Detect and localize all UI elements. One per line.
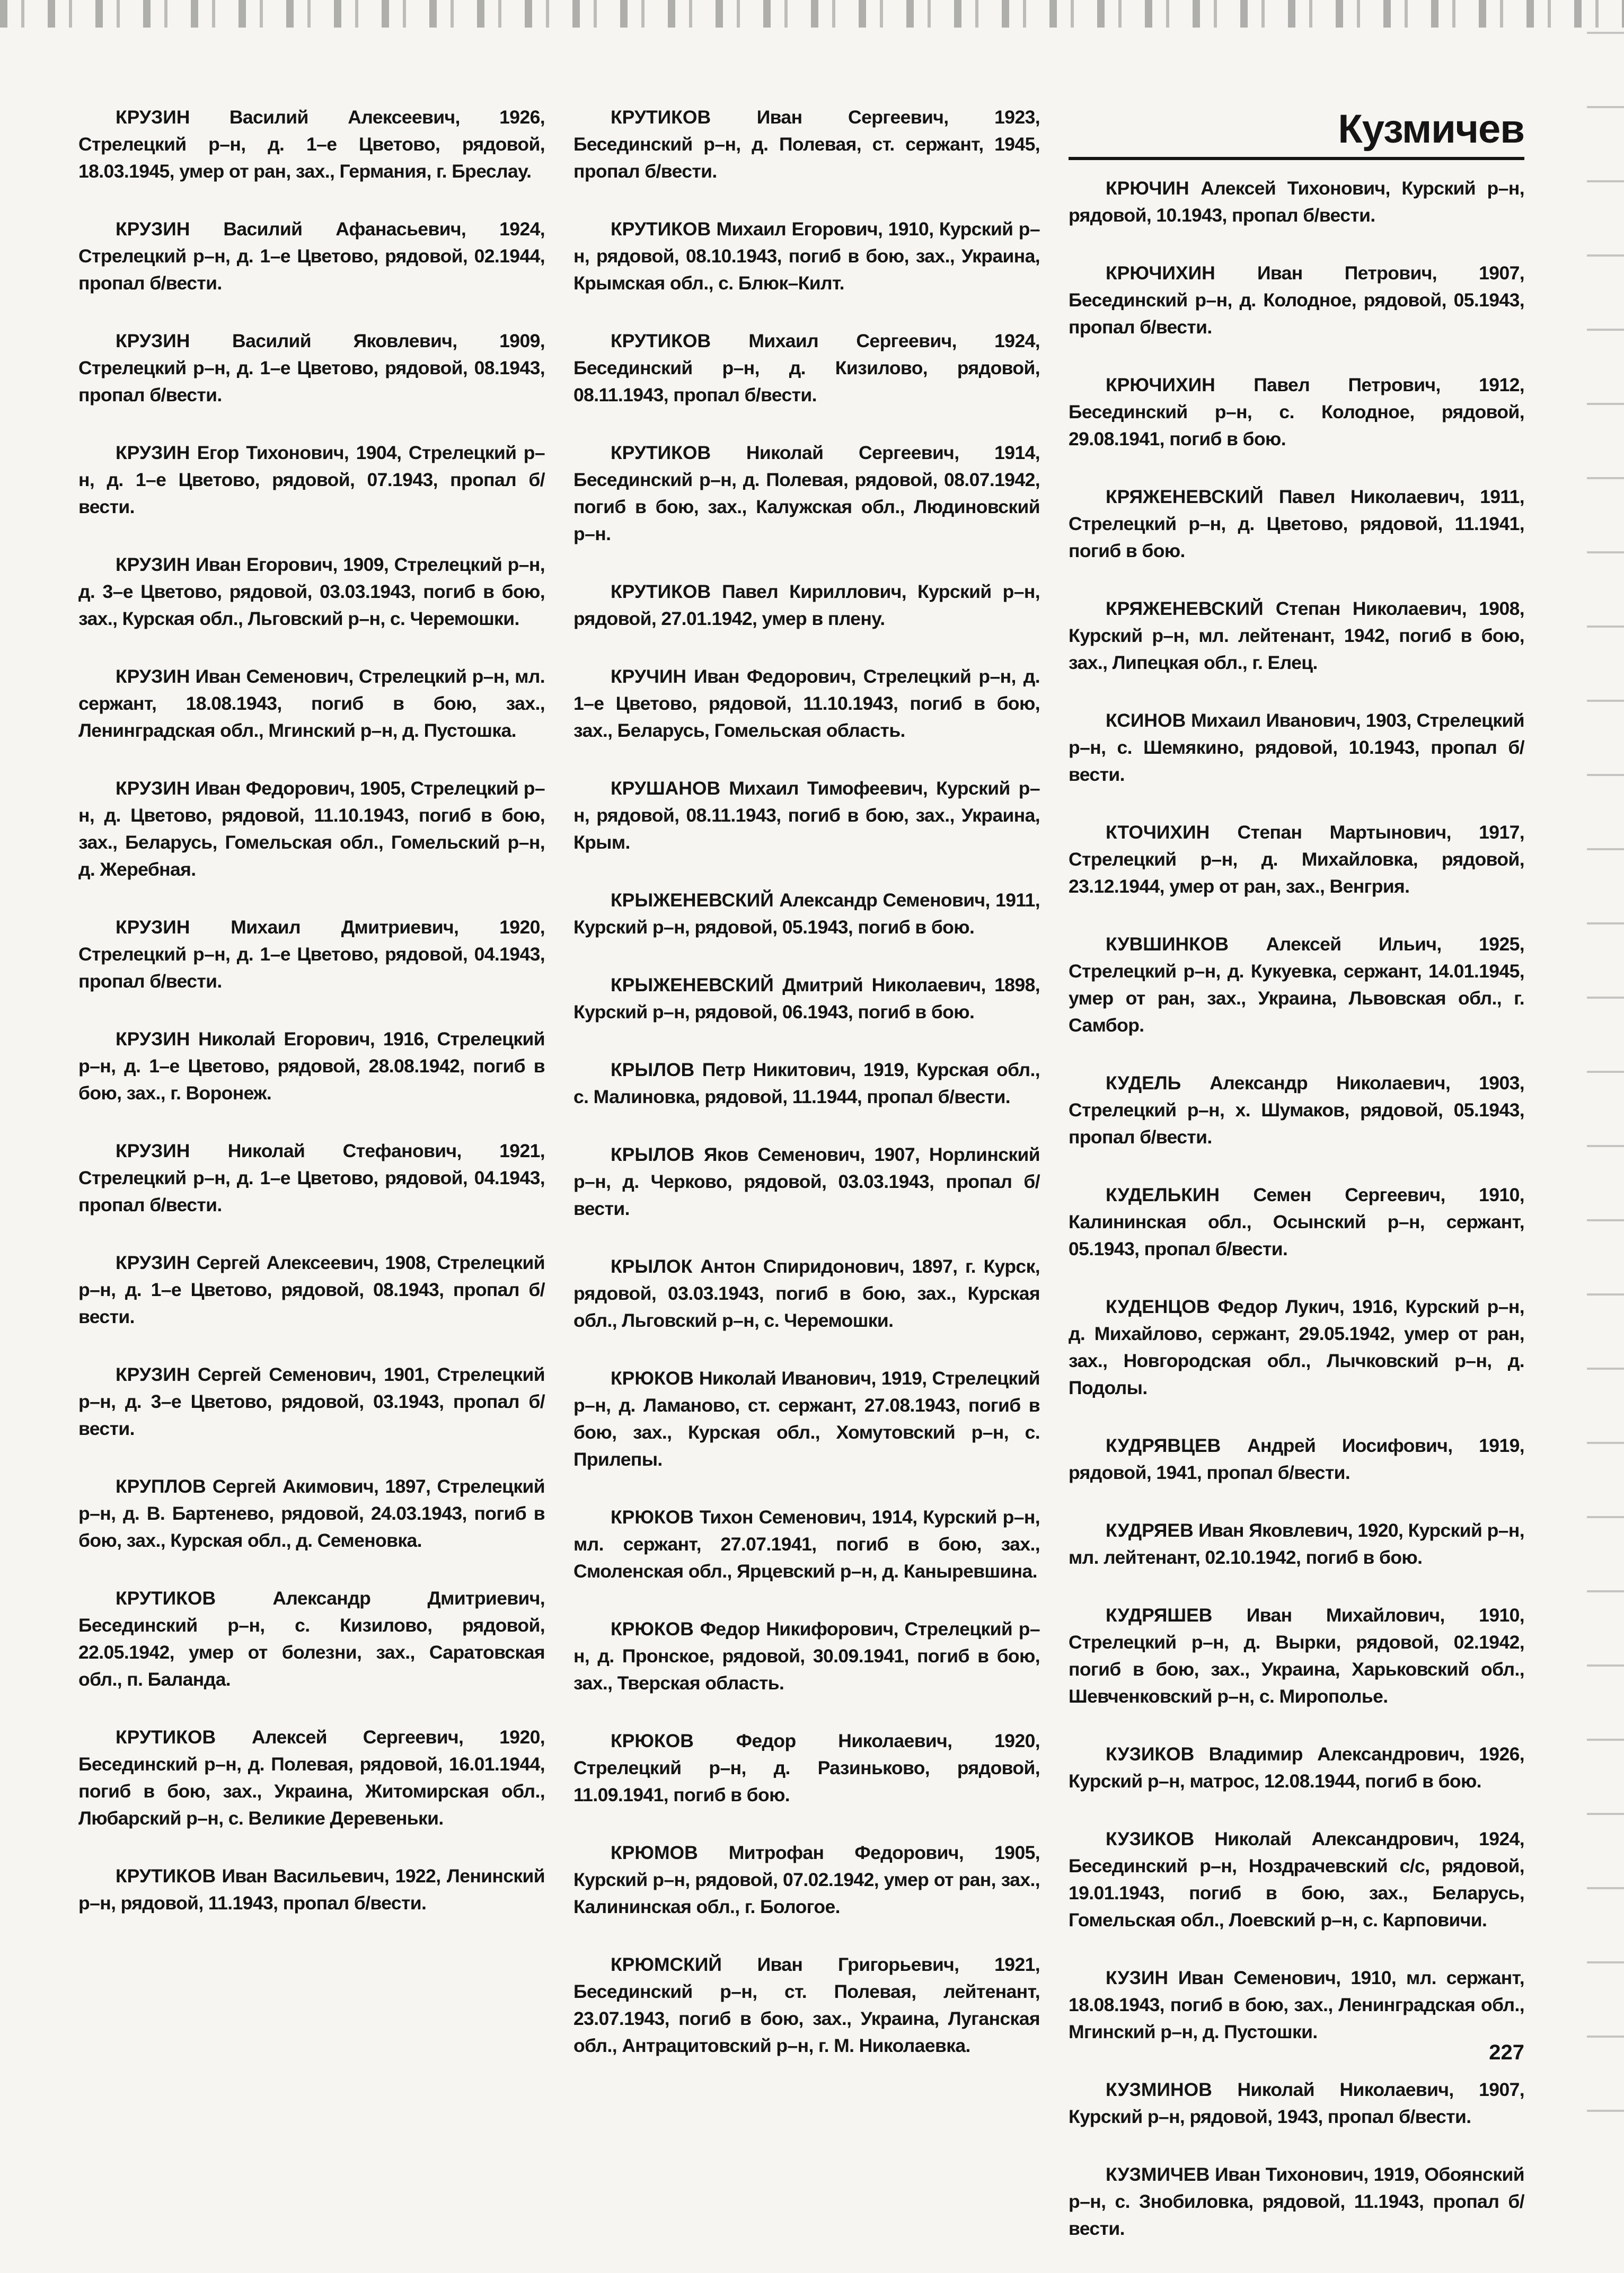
- entry: [1069, 483, 1524, 565]
- entry: [78, 328, 545, 409]
- entry: [78, 775, 545, 883]
- entry-text: Семен Сергеевич, 1910, Калининская обл., Осынский р–н, сержант, 05.1943, пропал б/вести.: [1069, 1184, 1524, 1259]
- entry-surname: КРЯЖЕНЕВСКИЙ: [1106, 598, 1264, 619]
- entry: [573, 1365, 1040, 1473]
- entry: [573, 972, 1040, 1026]
- entry: [1069, 1517, 1524, 1571]
- entry: [573, 1056, 1040, 1111]
- entry-surname: КРУЧИН: [611, 666, 687, 687]
- entry-text: Иван Егорович, 1909, Стрелецкий р–н, д. 3–е Цветово, рядовой, 03.03.1943, погиб в бою, зах., Курская обл., Льговский р–н, с. Черемошки.: [78, 554, 545, 629]
- entry-text: Александр Семенович, 1911, Курский р–н, рядовой, 05.1943, погиб в бою.: [573, 889, 1040, 938]
- column-middle: [573, 104, 1040, 2090]
- entry-surname: КУДРЯШЕВ: [1106, 1605, 1213, 1626]
- entry-surname: КРУТИКОВ: [611, 581, 711, 602]
- entry-surname: КРЫЛОВ: [611, 1059, 695, 1080]
- entry: [573, 578, 1040, 632]
- entry-surname: КУЗИКОВ: [1106, 1828, 1195, 1849]
- entry: [1069, 819, 1524, 900]
- entry: [78, 216, 545, 297]
- scan-noise-right: [1587, 0, 1624, 2159]
- entry-surname: КРЮЧИХИН: [1106, 374, 1215, 395]
- entry-surname: КРЫЖЕНЕВСКИЙ: [611, 889, 774, 911]
- entry: [78, 104, 545, 185]
- entry-surname: КРУТИКОВ: [116, 1726, 216, 1748]
- entry: [573, 1504, 1040, 1585]
- entry-text: Яков Семенович, 1907, Норлинский р–н, д. Черково, рядовой, 03.03.1943, пропал б/вести.: [573, 1144, 1040, 1219]
- entry-text: Павел Николаевич, 1911, Стрелецкий р–н, д. Цветово, рядовой, 11.1941, погиб в бою.: [1069, 486, 1525, 561]
- entry-surname: КРУШАНОВ: [611, 778, 721, 799]
- entry-text: Николай Егорович, 1916, Стрелецкий р–н, д. 1–е Цветово, рядовой, 28.08.1942, погиб в бою, зах., г. Воронеж.: [78, 1028, 545, 1104]
- entry: [1069, 1826, 1524, 1934]
- entry: [78, 551, 545, 632]
- entry-text: Иван Федорович, 1905, Стрелецкий р–н, д. Цветово, рядовой, 11.10.1943, погиб в бою, зах., Беларусь, Гомельская обл., Гомельский р–н, д. Жеребная.: [78, 778, 545, 880]
- entry: [78, 1585, 545, 1693]
- page-heading: Кузмичев: [1338, 107, 1524, 152]
- entry: [573, 1951, 1040, 2059]
- entry-surname: КРЮКОВ: [611, 1730, 694, 1751]
- entry-text: Иван Сергеевич, 1923, Бесединский р–н, д. Полевая, ст. сержант, 1945, пропал б/вести.: [573, 107, 1040, 182]
- entry-surname: КУЗМИНОВ: [1106, 2079, 1212, 2100]
- entry-surname: КРЯЖЕНЕВСКИЙ: [1106, 486, 1264, 507]
- entry: [573, 775, 1040, 856]
- entry: [1069, 2161, 1524, 2242]
- entry-text: Павел Петрович, 1912, Бесединский р–н, с. Колодное, рядовой, 29.08.1941, погиб в бою.: [1069, 374, 1524, 450]
- entry-surname: КРУЗИН: [116, 554, 190, 575]
- entry: [573, 887, 1040, 941]
- entry-text: Иван Петрович, 1907, Бесединский р–н, д. Колодное, рядовой, 05.1943, пропал б/вести.: [1069, 262, 1524, 338]
- page-number: 227: [1489, 2041, 1524, 2064]
- entry: [1069, 260, 1524, 341]
- entry-surname: КРУЗИН: [116, 778, 190, 799]
- entry-text: Николай Стефанович, 1921, Стрелецкий р–н, д. 1–е Цветово, рядовой, 04.1943, пропал б/вести.: [78, 1140, 545, 1215]
- entry-surname: КРУЗИН: [116, 442, 190, 463]
- entry: [1069, 175, 1524, 229]
- entry: [573, 663, 1040, 744]
- entry-text: Михаил Егорович, 1910, Курский р–н, рядовой, 08.10.1943, погиб в бою, зах., Украина, Крымская обл., с. Блюк–Килт.: [573, 218, 1040, 294]
- entry-text: Алексей Тихонович, Курский р–н, рядовой, 10.1943, пропал б/вести.: [1069, 178, 1525, 226]
- entry-text: Василий Яковлевич, 1909, Стрелецкий р–н, д. 1–е Цветово, рядовой, 08.1943, пропал б/вести.: [78, 330, 545, 406]
- entry-text: Сергей Семенович, 1901, Стрелецкий р–н, д. 3–е Цветово, рядовой, 03.1943, пропал б/вести.: [78, 1364, 545, 1439]
- entry: [1069, 372, 1524, 453]
- entry-text: Петр Никитович, 1919, Курская обл., с. Малиновка, рядовой, 11.1944, пропал б/вести.: [573, 1059, 1040, 1107]
- entry-surname: КУЗИН: [1106, 1967, 1169, 1988]
- entry-text: Федор Лукич, 1916, Курский р–н, д. Михайлово, сержант, 29.05.1942, умер от ран, зах., Новгородская обл., Лычковский р–н, д. Подолы.: [1069, 1296, 1525, 1398]
- entry: [1069, 707, 1524, 788]
- scan-noise-top: [0, 0, 1624, 28]
- entry-text: Владимир Александрович, 1926, Курский р–н, матрос, 12.08.1944, погиб в бою.: [1069, 1743, 1524, 1792]
- entry: [573, 1728, 1040, 1809]
- entry: [573, 1616, 1040, 1697]
- entry-surname: КУДРЯВЦЕВ: [1106, 1435, 1221, 1456]
- entry-surname: КРУЗИН: [116, 1364, 190, 1385]
- entry-text: Антон Спиридонович, 1897, г. Курск, рядовой, 03.03.1943, погиб в бою, зах., Курская обл., Льговский р–н, с. Черемошки.: [573, 1256, 1040, 1331]
- entry-text: Николай Сергеевич, 1914, Бесединский р–н, д. Полевая, рядовой, 08.07.1942, погиб в бою, зах., Калужская обл., Людиновский р–н.: [573, 442, 1040, 544]
- entry-surname: КТОЧИХИН: [1106, 822, 1210, 843]
- entry: [1069, 1293, 1524, 1402]
- entry: [573, 216, 1040, 297]
- entry-surname: КРУЗИН: [116, 1252, 190, 1273]
- entry-surname: КРЫЛОВ: [611, 1144, 695, 1165]
- entry: [78, 1724, 545, 1832]
- entry: [78, 439, 545, 521]
- entry: [1069, 1741, 1524, 1795]
- entry: [1069, 1182, 1524, 1263]
- entry: [78, 1473, 545, 1554]
- entry-surname: КРЮЧИН: [1106, 178, 1189, 199]
- entry-surname: КРЮМОВ: [611, 1842, 698, 1863]
- entry: [1069, 2076, 1524, 2130]
- entry-text: Сергей Алексеевич, 1908, Стрелецкий р–н, д. 1–е Цветово, рядовой, 08.1943, пропал б/вести.: [78, 1252, 545, 1327]
- entry-surname: КРУЗИН: [116, 1140, 190, 1161]
- entry: [1069, 1432, 1524, 1486]
- entry: [78, 1138, 545, 1219]
- entry-text: Николай Иванович, 1919, Стрелецкий р–н, д. Ламаново, ст. сержант, 27.08.1943, погиб в бою, зах., Курская обл., Хомутовский р–н, с. Прилепы.: [573, 1368, 1040, 1470]
- entry-text: Иван Федорович, Стрелецкий р–н, д. 1–е Цветово, рядовой, 11.10.1943, погиб в бою, зах., Беларусь, Гомельская область.: [573, 666, 1040, 741]
- entry-text: Василий Алексеевич, 1926, Стрелецкий р–н, д. 1–е Цветово, рядовой, 18.03.1945, умер от ран, зах., Германия, г. Бреслау.: [78, 107, 545, 182]
- entry-surname: КУДРЯЕВ: [1106, 1520, 1194, 1541]
- entry-text: Иван Григорьевич, 1921, Бесединский р–н, ст. Полевая, лейтенант, 23.07.1943, погиб в бою, зах., Украина, Луганская обл., Антрацитовский р–н, г. М. Николаевка.: [573, 1954, 1040, 2056]
- entry-surname: КРУЗИН: [116, 330, 190, 351]
- entry-surname: КРЮКОВ: [611, 1618, 694, 1640]
- entry-surname: КРУТИКОВ: [116, 1865, 216, 1887]
- entry: [573, 1141, 1040, 1222]
- entry-surname: КРЫЖЕНЕВСКИЙ: [611, 974, 774, 995]
- entry-text: Михаил Тимофеевич, Курский р–н, рядовой, 08.11.1943, погиб в бою, зах., Украина, Крым.: [573, 778, 1040, 853]
- entry-surname: КРУТИКОВ: [611, 107, 711, 128]
- entry-text: Федор Николаевич, 1920, Стрелецкий р–н, д. Разиньково, рядовой, 11.09.1941, погиб в бою.: [573, 1730, 1040, 1805]
- entry: [573, 328, 1040, 409]
- entry-surname: КУДЕЛЬКИН: [1106, 1184, 1220, 1205]
- entry-text: Степан Николаевич, 1908, Курский р–н, мл. лейтенант, 1942, погиб в бою, зах., Липецкая обл., г. Елец.: [1069, 598, 1524, 673]
- entry: [573, 1253, 1040, 1334]
- entry-text: Николай Николаевич, 1907, Курский р–н, рядовой, 1943, пропал б/вести.: [1069, 2079, 1525, 2127]
- entry-text: Павел Кириллович, Курский р–н, рядовой, 27.01.1942, умер в плену.: [573, 581, 1040, 629]
- entry: [78, 1361, 545, 1442]
- column-right: [1069, 175, 1524, 2273]
- entry-text: Тихон Семенович, 1914, Курский р–н, мл. сержант, 27.07.1941, погиб в бою, зах., Смоленская обл., Ярцевский р–н, д. Каныревшина.: [573, 1506, 1040, 1582]
- entry: [573, 1839, 1040, 1920]
- entry-text: Михаил Дмитриевич, 1920, Стрелецкий р–н, д. 1–е Цветово, рядовой, 04.1943, пропал б/вести.: [78, 917, 545, 992]
- entry-text: Иван Михайлович, 1910, Стрелецкий р–н, д. Вырки, рядовой, 02.1942, погиб в бою, зах., Украина, Харьковский обл., Шевченковский р–н, с. Миропольe.: [1069, 1605, 1525, 1707]
- entry-text: Алексей Сергеевич, 1920, Бесединский р–н, д. Полевая, рядовой, 16.01.1944, погиб в бою, зах., Украина, Житомирская обл., Любарский р–н, с. Великие Деревеньки.: [78, 1726, 545, 1829]
- entry-text: Василий Афанасьевич, 1924, Стрелецкий р–н, д. 1–е Цветово, рядовой, 02.1944, пропал б/вести.: [78, 218, 545, 294]
- entry-surname: КУДЕНЦОВ: [1106, 1296, 1210, 1317]
- column-left: [78, 104, 545, 1948]
- entry: [1069, 931, 1524, 1039]
- entry-surname: КРУТИКОВ: [611, 330, 711, 351]
- entry: [1069, 1070, 1524, 1151]
- entry-text: Андрей Иосифович, 1919, рядовой, 1941, пропал б/вести.: [1069, 1435, 1524, 1483]
- entry-text: Степан Мартынович, 1917, Стрелецкий р–н, д. Михайловка, рядовой, 23.12.1944, умер от ран, зах., Венгрия.: [1069, 822, 1524, 897]
- entry-surname: КРУЗИН: [116, 218, 190, 240]
- entry: [78, 1863, 545, 1917]
- heading-rule: [1069, 157, 1524, 160]
- entry: [1069, 595, 1524, 676]
- entry: [573, 439, 1040, 548]
- entry-surname: КРУЗИН: [116, 107, 190, 128]
- entry-text: Иван Яковлевич, 1920, Курский р–н, мл. лейтенант, 02.10.1942, погиб в бою.: [1069, 1520, 1524, 1568]
- entry-text: Федор Никифорович, Стрелецкий р–н, д. Пронское, рядовой, 30.09.1941, погиб в бою, зах., Тверская область.: [573, 1618, 1040, 1694]
- running-head: [1069, 104, 1524, 160]
- entry: [78, 914, 545, 995]
- entry-surname: КРУЗИН: [116, 917, 190, 938]
- entry-surname: КРУТИКОВ: [611, 442, 711, 463]
- entry-surname: КРЮЧИХИН: [1106, 262, 1215, 284]
- entry-text: Алексей Ильич, 1925, Стрелецкий р–н, д. Кукуевка, сержант, 14.01.1945, умер от ран, зах., Украина, Львовская обл., г. Самбор.: [1069, 933, 1524, 1036]
- entry-surname: КУЗМИЧЕВ: [1106, 2164, 1210, 2185]
- entry-surname: КРУПЛОВ: [116, 1476, 206, 1497]
- entry-text: Иван Семенович, Стрелецкий р–н, мл. сержант, 18.08.1943, погиб в бою, зах., Ленинградская обл., Мгинский р–н, д. Пустошка.: [78, 666, 545, 741]
- entry: [1069, 1602, 1524, 1710]
- entry: [78, 1026, 545, 1107]
- entry-text: Александр Николаевич, 1903, Стрелецкий р–н, х. Шумаков, рядовой, 05.1943, пропал б/вести.: [1069, 1072, 1524, 1148]
- entry-text: Михаил Сергеевич, 1924, Бесединский р–н, д. Кизилово, рядовой, 08.11.1943, пропал б/вести.: [573, 330, 1040, 406]
- entry-surname: КРУТИКОВ: [611, 218, 711, 240]
- entry-text: Дмитрий Николаевич, 1898, Курский р–н, рядовой, 06.1943, погиб в бою.: [573, 974, 1040, 1023]
- entry-text: Сергей Акимович, 1897, Стрелецкий р–н, д. В. Бартенево, рядовой, 24.03.1943, погиб в бою, зах., Курская обл., д. Семеновка.: [78, 1476, 545, 1551]
- entry-text: Иван Семенович, 1910, мл. сержант, 18.08.1943, погиб в бою, зах., Ленинградская обл., Мгинский р–н, д. Пустошки.: [1069, 1967, 1525, 2042]
- entry-text: Иван Васильевич, 1922, Ленинский р–н, рядовой, 11.1943, пропал б/вести.: [78, 1865, 545, 1914]
- entry-text: Егор Тихонович, 1904, Стрелецкий р–н, д. 1–е Цветово, рядовой, 07.1943, пропал б/вести.: [78, 442, 545, 517]
- entry-surname: КУДЕЛЬ: [1106, 1072, 1181, 1094]
- entry-text: Александр Дмитриевич, Бесединский р–н, с. Кизилово, рядовой, 22.05.1942, умер от болезни, зах., Саратовская обл., п. Баланда.: [78, 1588, 545, 1690]
- entry-surname: КУЗИКОВ: [1106, 1743, 1195, 1765]
- entry-text: Иван Тихонович, 1919, Обоянский р–н, с. Знобиловка, рядовой, 11.1943, пропал б/вести.: [1069, 2164, 1525, 2239]
- entry-surname: КРУЗИН: [116, 1028, 190, 1050]
- entry-surname: КРЫЛОК: [611, 1256, 693, 1277]
- entry-surname: КУВШИНКОВ: [1106, 933, 1229, 955]
- entry: [78, 1249, 545, 1331]
- entry-surname: КРУЗИН: [116, 666, 190, 687]
- entry: [1069, 1964, 1524, 2046]
- entry-surname: КРЮМСКИЙ: [611, 1954, 722, 1975]
- entry-text: Михаил Иванович, 1903, Стрелецкий р–н, с. Шемякино, рядовой, 10.1943, пропал б/вести.: [1069, 710, 1525, 785]
- entry-text: Митрофан Федорович, 1905, Курский р–н, рядовой, 07.02.1942, умер от ран, зах., Калининская обл., г. Бологое.: [573, 1842, 1040, 1917]
- entry: [78, 663, 545, 744]
- entry-surname: КСИНОВ: [1106, 710, 1186, 731]
- entry-text: Николай Александрович, 1924, Бесединский р–н, Ноздрачевский с/с, рядовой, 19.01.1943, погиб в бою, зах., Беларусь, Гомельская обл., Лоевский р–н, с. Карповичи.: [1069, 1828, 1524, 1931]
- entry: [573, 104, 1040, 185]
- entry-surname: КРЮКОВ: [611, 1368, 694, 1389]
- entry-surname: КРЮКОВ: [611, 1506, 694, 1528]
- entry-surname: КРУТИКОВ: [116, 1588, 216, 1609]
